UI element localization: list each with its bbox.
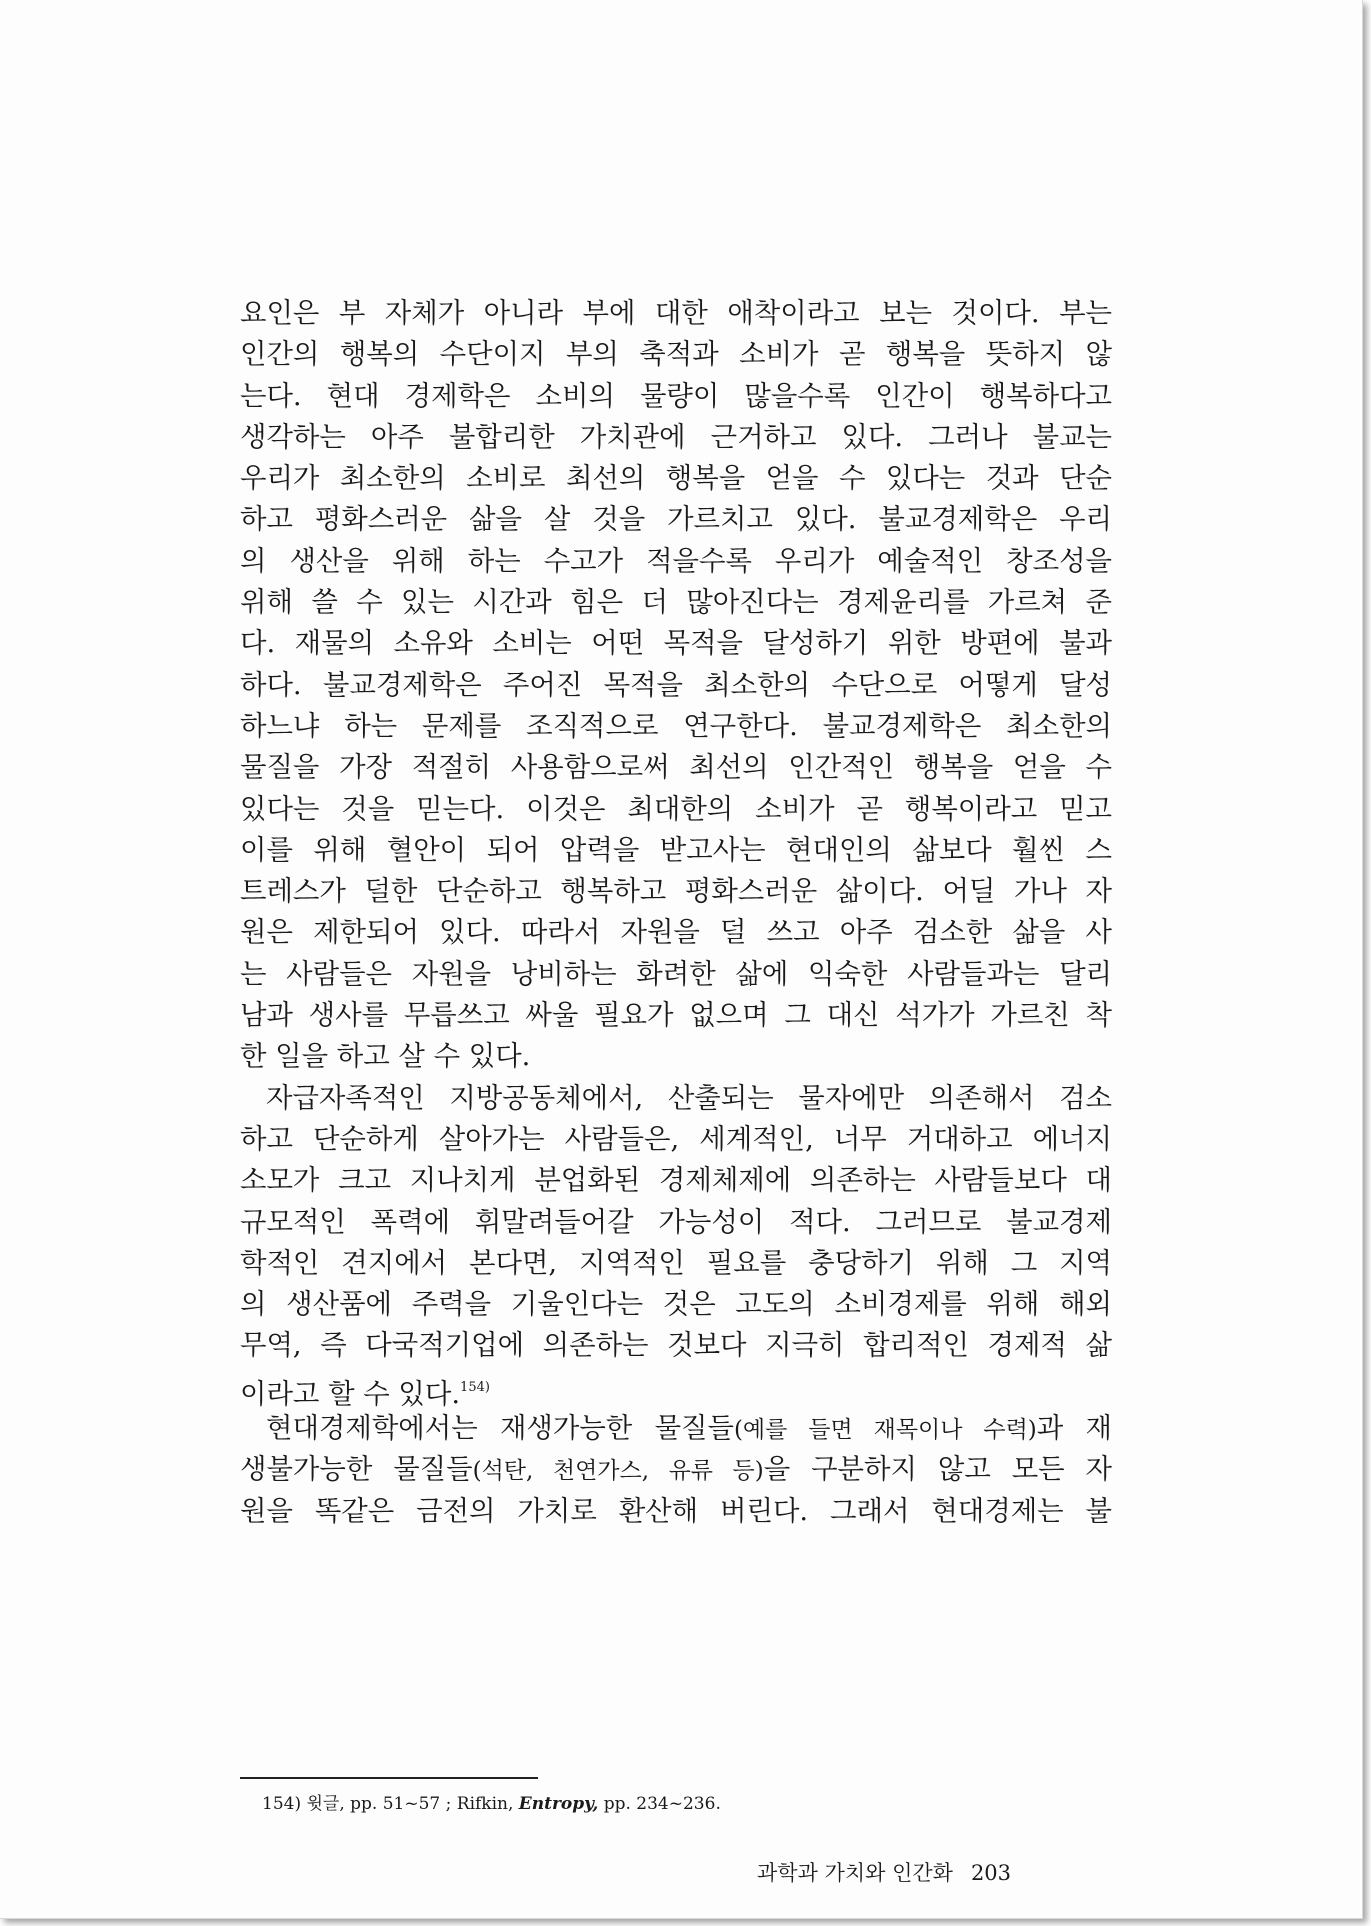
text-line: 는다. 현대 경제학은 소비의 물량이 많을수록 인간이 행복하다고 <box>240 380 1112 412</box>
text-fragment: 생불가능한 물질들 <box>240 1454 473 1486</box>
text-line: 남과 생사를 무릅쓰고 싸울 필요가 없으며 그 대신 석가가 가르친 착 <box>240 1000 1112 1032</box>
text-line: 의 생산품에 주력을 기울인다는 것은 고도의 소비경제를 위해 해외 <box>240 1289 1112 1321</box>
parenthetical: (석탄, 천연가스, 유류 등) <box>472 1458 764 1485</box>
text-line: 하고 단순하게 살아가는 사람들은, 세계적인, 너무 거대하고 에너지 <box>240 1123 1112 1155</box>
footnote-reference: 154) <box>460 1379 490 1395</box>
text-line: 하고 평화스러운 삶을 살 것을 가르치고 있다. 불교경제학은 우리 <box>240 504 1112 536</box>
footnote <box>262 1789 721 1814</box>
text-line: 있다는 것을 믿는다. 이것은 최대한의 소비가 곧 행복이라고 믿고 <box>240 793 1112 825</box>
text-line: 무역, 즉 다국적기업에 의존하는 것보다 지극히 합리적인 경제적 삶 <box>240 1330 1112 1362</box>
text-line: 인간의 행복의 수단이지 부의 축적과 소비가 곧 행복을 뜻하지 않 <box>240 339 1112 371</box>
footnote-text-end: pp. 234~236. <box>598 1794 721 1814</box>
text-line: 한 일을 하고 살 수 있다. <box>240 1041 531 1073</box>
page-number: 203 <box>970 1861 1012 1885</box>
text-line: 학적인 견지에서 본다면, 지역적인 필요를 충당하기 위해 그 지역 <box>240 1247 1112 1279</box>
text-line: 트레스가 덜한 단순하고 행복하고 평화스러운 삶이다. 어딜 가나 자 <box>240 876 1112 908</box>
text-line: 위해 쓸 수 있는 시간과 힘은 더 많아진다는 경제윤리를 가르쳐 준 <box>240 587 1112 619</box>
footnote-text: 윗글, pp. 51~57 ; Rifkin, <box>306 1794 519 1814</box>
text-line: 이를 위해 혈안이 되어 압력을 받고사는 현대인의 삶보다 훨씬 스 <box>240 834 1112 866</box>
text-fragment: 을 구분하지 않고 모든 자 <box>763 1454 1112 1486</box>
footnote-rule <box>240 1777 538 1779</box>
text-line: 의 생산을 위해 하는 수고가 적을수록 우리가 예술적인 창조성을 <box>240 545 1112 577</box>
text-line <box>240 1408 1112 1449</box>
text-line: 는 사람들은 자원을 낭비하는 화려한 삶에 익숙한 사람들과는 달리 <box>240 958 1112 990</box>
text-line: 자급자족적인 지방공동체에서, 산출되는 물자에만 의존해서 검소 <box>266 1082 1112 1114</box>
text-line: 물질을 가장 적절히 사용함으로써 최선의 인간적인 행복을 얻을 수 <box>240 752 1112 784</box>
parenthetical: (예를 들면 재목이나 수력) <box>733 1417 1037 1444</box>
running-footer <box>757 1857 1011 1887</box>
text-line <box>240 1367 1112 1408</box>
text-line: 하느냐 하는 문제를 조직적으로 연구한다. 불교경제학은 최소한의 <box>240 710 1112 742</box>
text-line <box>240 1449 1112 1490</box>
footnote-title: Entropy, <box>518 1794 599 1814</box>
text-line: 하다. 불교경제학은 주어진 목적을 최소한의 수단으로 어떻게 달성 <box>240 669 1112 701</box>
body-text <box>240 293 1112 1532</box>
text-line: 소모가 크고 지나치게 분업화된 경제체제에 의존하는 사람들보다 대 <box>240 1165 1112 1197</box>
text-line: 규모적인 폭력에 휘말려들어갈 가능성이 적다. 그러므로 불교경제 <box>240 1206 1112 1238</box>
text-line: 우리가 최소한의 소비로 최선의 행복을 얻을 수 있다는 것과 단순 <box>240 463 1112 495</box>
running-footer-title: 과학과 가치와 인간화 <box>757 1861 953 1885</box>
text-line: 다. 재물의 소유와 소비는 어떤 목적을 달성하기 위한 방편에 불과 <box>240 628 1112 660</box>
text-line: 원을 똑같은 금전의 가치로 환산해 버린다. 그래서 현대경제는 불 <box>240 1495 1112 1527</box>
text-line: 생각하는 아주 불합리한 가치관에 근거하고 있다. 그러나 불교는 <box>240 421 1112 453</box>
text-fragment: 현대경제학에서는 재생가능한 물질들 <box>266 1413 734 1445</box>
text-line: 요인은 부 자체가 아니라 부에 대한 애착이라고 보는 것이다. 부는 <box>240 298 1112 329</box>
text-line: 원은 제한되어 있다. 따라서 자원을 덜 쓰고 아주 검소한 삶을 사 <box>240 917 1112 949</box>
text-fragment: 과 재 <box>1036 1413 1112 1445</box>
footnote-number: 154) <box>262 1794 302 1814</box>
text-fragment: 이라고 할 수 있다. <box>240 1378 461 1410</box>
